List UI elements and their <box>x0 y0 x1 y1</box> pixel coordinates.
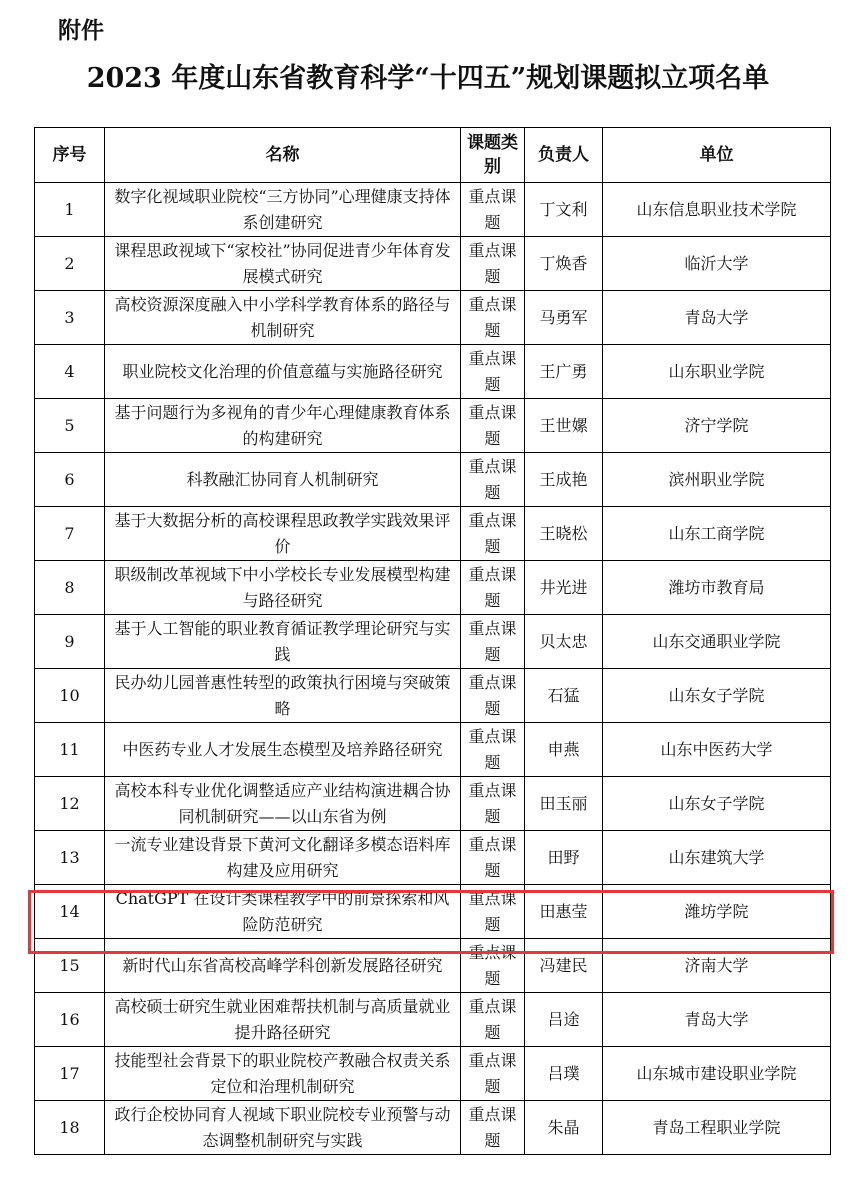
cell-leader: 吕璞 <box>525 1047 603 1101</box>
cell-unit: 山东中医药大学 <box>603 723 831 777</box>
table-row <box>35 1101 831 1155</box>
cell-no: 5 <box>35 399 105 453</box>
table-row <box>35 561 831 615</box>
cell-type: 重点课题 <box>461 507 525 561</box>
column-header-name: 名称 <box>105 128 461 183</box>
cell-name: 数字化视域职业院校“三方协同”心理健康支持体系创建研究 <box>105 183 461 237</box>
cell-type: 重点课题 <box>461 1101 525 1155</box>
cell-no: 2 <box>35 237 105 291</box>
column-header-leader: 负责人 <box>525 128 603 183</box>
cell-leader: 贝太忠 <box>525 615 603 669</box>
cell-unit: 临沂大学 <box>603 237 831 291</box>
cell-name: 政行企校协同育人视域下职业院校专业预警与动态调整机制研究与实践 <box>105 1101 461 1155</box>
table-row <box>35 777 831 831</box>
cell-name: 职业院校文化治理的价值意蕴与实施路径研究 <box>105 345 461 399</box>
table-row <box>35 507 831 561</box>
cell-leader: 王世嫘 <box>525 399 603 453</box>
cell-type: 重点课题 <box>461 399 525 453</box>
table-body <box>35 183 831 1155</box>
table-row <box>35 885 831 939</box>
cell-name: ChatGPT 在设计类课程教学中的前景探索和风险防范研究 <box>105 885 461 939</box>
cell-leader: 田野 <box>525 831 603 885</box>
cell-unit: 山东信息职业技术学院 <box>603 183 831 237</box>
cell-type: 重点课题 <box>461 453 525 507</box>
cell-unit: 山东建筑大学 <box>603 831 831 885</box>
cell-unit: 潍坊市教育局 <box>603 561 831 615</box>
cell-unit: 山东交通职业学院 <box>603 615 831 669</box>
cell-name: 高校资源深度融入中小学科学教育体系的路径与机制研究 <box>105 291 461 345</box>
cell-unit: 潍坊学院 <box>603 885 831 939</box>
cell-leader: 丁焕香 <box>525 237 603 291</box>
table-row <box>35 453 831 507</box>
cell-leader: 王晓松 <box>525 507 603 561</box>
cell-no: 9 <box>35 615 105 669</box>
table-row <box>35 831 831 885</box>
cell-type: 重点课题 <box>461 939 525 993</box>
cell-unit: 山东女子学院 <box>603 669 831 723</box>
table-row <box>35 993 831 1047</box>
cell-unit: 山东职业学院 <box>603 345 831 399</box>
cell-no: 7 <box>35 507 105 561</box>
cell-unit: 青岛大学 <box>603 993 831 1047</box>
cell-leader: 丁文利 <box>525 183 603 237</box>
cell-no: 6 <box>35 453 105 507</box>
cell-name: 新时代山东省高校高峰学科创新发展路径研究 <box>105 939 461 993</box>
attachment-label: 附件 <box>58 18 104 44</box>
cell-name: 基于人工智能的职业教育循证教学理论研究与实践 <box>105 615 461 669</box>
cell-leader: 申燕 <box>525 723 603 777</box>
cell-unit: 青岛工程职业学院 <box>603 1101 831 1155</box>
cell-unit: 山东城市建设职业学院 <box>603 1047 831 1101</box>
cell-no: 8 <box>35 561 105 615</box>
cell-type: 重点课题 <box>461 183 525 237</box>
table-row <box>35 939 831 993</box>
cell-type: 重点课题 <box>461 291 525 345</box>
cell-no: 14 <box>35 885 105 939</box>
table-header-row <box>35 128 831 183</box>
cell-type: 重点课题 <box>461 237 525 291</box>
table-row <box>35 237 831 291</box>
cell-name: 民办幼儿园普惠性转型的政策执行困境与突破策略 <box>105 669 461 723</box>
project-table <box>34 127 831 1155</box>
cell-name: 科教融汇协同育人机制研究 <box>105 453 461 507</box>
cell-no: 16 <box>35 993 105 1047</box>
column-header-type: 课题类别 <box>461 128 525 183</box>
cell-no: 12 <box>35 777 105 831</box>
cell-name: 中医药专业人才发展生态模型及培养路径研究 <box>105 723 461 777</box>
cell-name: 基于大数据分析的高校课程思政教学实践效果评价 <box>105 507 461 561</box>
table-row <box>35 723 831 777</box>
cell-type: 重点课题 <box>461 669 525 723</box>
table-row <box>35 183 831 237</box>
cell-unit: 山东工商学院 <box>603 507 831 561</box>
cell-leader: 马勇军 <box>525 291 603 345</box>
table-row <box>35 399 831 453</box>
cell-no: 13 <box>35 831 105 885</box>
table-row <box>35 345 831 399</box>
cell-name: 高校本科专业优化调整适应产业结构演进耦合协同机制研究——以山东省为例 <box>105 777 461 831</box>
cell-no: 17 <box>35 1047 105 1101</box>
cell-name: 课程思政视域下“家校社”协同促进青少年体育发展模式研究 <box>105 237 461 291</box>
cell-leader: 石猛 <box>525 669 603 723</box>
cell-leader: 王成艳 <box>525 453 603 507</box>
table-row <box>35 615 831 669</box>
cell-type: 重点课题 <box>461 723 525 777</box>
cell-no: 10 <box>35 669 105 723</box>
cell-leader: 田玉丽 <box>525 777 603 831</box>
cell-no: 3 <box>35 291 105 345</box>
cell-leader: 冯建民 <box>525 939 603 993</box>
cell-no: 1 <box>35 183 105 237</box>
column-header-unit: 单位 <box>603 128 831 183</box>
cell-name: 基于问题行为多视角的青少年心理健康教育体系的构建研究 <box>105 399 461 453</box>
document-title: 2023 年度山东省教育科学“十四五”规划课题拟立项名单 <box>86 63 770 94</box>
cell-no: 4 <box>35 345 105 399</box>
cell-name: 技能型社会背景下的职业院校产教融合权责关系定位和治理机制研究 <box>105 1047 461 1101</box>
cell-no: 15 <box>35 939 105 993</box>
table-row <box>35 291 831 345</box>
cell-leader: 田惠莹 <box>525 885 603 939</box>
cell-type: 重点课题 <box>461 831 525 885</box>
cell-type: 重点课题 <box>461 885 525 939</box>
cell-no: 11 <box>35 723 105 777</box>
cell-unit: 青岛大学 <box>603 291 831 345</box>
cell-unit: 济南大学 <box>603 939 831 993</box>
cell-no: 18 <box>35 1101 105 1155</box>
cell-leader: 井光进 <box>525 561 603 615</box>
cell-type: 重点课题 <box>461 1047 525 1101</box>
cell-unit: 滨州职业学院 <box>603 453 831 507</box>
cell-type: 重点课题 <box>461 345 525 399</box>
cell-unit: 济宁学院 <box>603 399 831 453</box>
cell-unit: 山东女子学院 <box>603 777 831 831</box>
cell-name: 高校硕士研究生就业困难帮扶机制与高质量就业提升路径研究 <box>105 993 461 1047</box>
cell-name: 职级制改革视域下中小学校长专业发展模型构建与路径研究 <box>105 561 461 615</box>
table-row <box>35 1047 831 1101</box>
cell-type: 重点课题 <box>461 615 525 669</box>
cell-leader: 吕途 <box>525 993 603 1047</box>
cell-type: 重点课题 <box>461 561 525 615</box>
column-header-no: 序号 <box>35 128 105 183</box>
cell-leader: 朱晶 <box>525 1101 603 1155</box>
cell-name: 一流专业建设背景下黄河文化翻译多模态语料库构建及应用研究 <box>105 831 461 885</box>
cell-type: 重点课题 <box>461 993 525 1047</box>
cell-leader: 王广勇 <box>525 345 603 399</box>
cell-type: 重点课题 <box>461 777 525 831</box>
table-row <box>35 669 831 723</box>
